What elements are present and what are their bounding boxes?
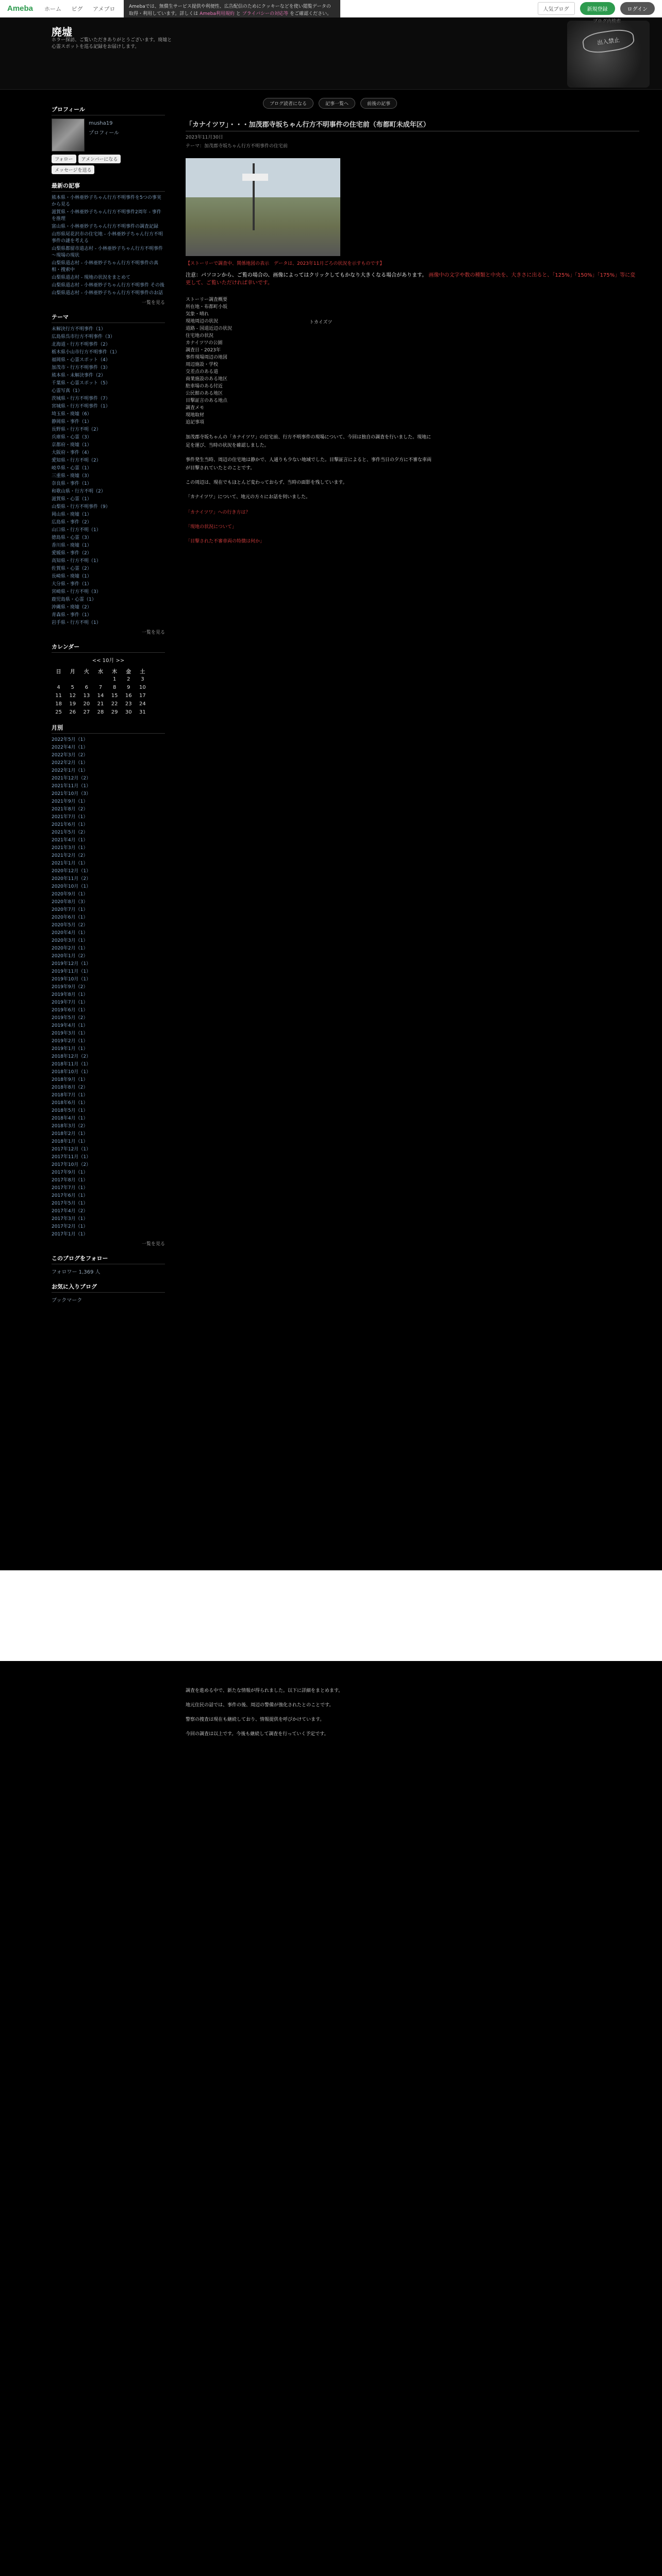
- archive-link[interactable]: 2019年3月（1）: [52, 1031, 88, 1036]
- theme-link[interactable]: 栃木県小山市行方不明事件（1）: [52, 350, 120, 355]
- summary-line: 追記事項: [186, 420, 205, 425]
- archive-link[interactable]: 2017年10月（2）: [52, 1162, 91, 1167]
- archive-link[interactable]: 2017年8月（1）: [52, 1178, 88, 1183]
- archive-link[interactable]: 2022年3月（2）: [52, 753, 88, 758]
- entry-list-button[interactable]: 記事一覧へ: [319, 98, 355, 109]
- summary-line: 気象・晴れ: [186, 312, 209, 317]
- theme-link[interactable]: 徳島県・心霊（3）: [52, 535, 92, 540]
- summary-line: 現地取材: [186, 413, 205, 418]
- nav-pigg[interactable]: ピグ: [71, 5, 83, 12]
- paragraph: 警察の捜査は現在も継続しており、情報提供を呼びかけています。: [186, 1717, 325, 1722]
- calendar-day[interactable]: 22: [111, 701, 118, 707]
- notice-end: をご確認ください。: [290, 11, 332, 16]
- theme-link[interactable]: 岩手県・行方不明（1）: [52, 620, 101, 625]
- archive-link[interactable]: 2021年10月（3）: [52, 791, 91, 796]
- archive-link[interactable]: 2017年1月（1）: [52, 1232, 88, 1237]
- calendar-day[interactable]: 12: [69, 692, 76, 699]
- archive-link[interactable]: 2020年10月（1）: [52, 884, 91, 889]
- summary-line: 事件現場周辺の地図: [186, 355, 228, 360]
- calendar-weekday: 水: [97, 669, 103, 675]
- archive-link[interactable]: 2018年3月（2）: [52, 1124, 88, 1129]
- amember-button[interactable]: アメンバーになる: [78, 155, 121, 163]
- calendar-day[interactable]: 30: [125, 709, 132, 715]
- follow-button[interactable]: フォロー: [52, 155, 76, 163]
- calendar-day[interactable]: 29: [111, 709, 118, 715]
- calendar-day: [65, 675, 79, 683]
- archive-link[interactable]: 2018年7月（1）: [52, 1093, 88, 1098]
- street-photo[interactable]: [186, 158, 340, 256]
- terms-link[interactable]: Ameba利用規約: [200, 11, 235, 16]
- summary-line: 商業施設のある地区: [186, 377, 228, 382]
- calendar-day[interactable]: 16: [125, 692, 132, 699]
- summary-line: 道路 - 国道近辺の状況: [186, 326, 232, 331]
- recent-post-link[interactable]: 山形県尾花沢市の住宅地 - 小林亜妙子ちゃん行方不明事件の謎を考える: [52, 232, 163, 244]
- paragraph: 加茂郡寺坂ちゃんの「カナイツワ」の住宅前、行方不明事件の現場について、今回は独自の調査を行いました。現地に足を運び、当時の状況を確認しました。: [186, 435, 432, 448]
- paragraph: 調査を進める中で、新たな情報が得られました。以下に詳細をまとめます。: [186, 1688, 343, 1693]
- summary-line: 調査メモ: [186, 405, 205, 411]
- theme-link[interactable]: 山梨県・行方不明事件（9）: [52, 504, 110, 510]
- archive-link[interactable]: 2017年5月（1）: [52, 1201, 88, 1206]
- archive-link[interactable]: 2020年3月（1）: [52, 938, 88, 943]
- global-nav: [44, 5, 123, 13]
- blog-description: ホラー探訪、ご覧いただきありがとうございます。廃墟と心霊スポットを巡る記録をお届けします。: [52, 38, 172, 49]
- theme-link[interactable]: 福岡県・心霊スポット（4）: [52, 358, 110, 363]
- post-theme[interactable]: テーマ：加茂郡寺坂ちゃん行方不明事件の住宅前: [186, 144, 288, 149]
- summary-line: 駐車場のある付近: [186, 384, 223, 389]
- theme-link[interactable]: 長野県・行方不明（2）: [52, 427, 101, 432]
- theme-link[interactable]: 兵庫県・心霊（3）: [52, 435, 92, 440]
- theme-link[interactable]: 未解決行方不明事件（1）: [52, 327, 106, 332]
- archive-link[interactable]: 2017年7月（1）: [52, 1185, 88, 1191]
- calendar-day[interactable]: 14: [97, 692, 104, 699]
- calendar-day[interactable]: 13: [83, 692, 90, 699]
- paragraph: 「カナイツワ」について、地元の方々にお話を伺いました。: [186, 495, 311, 500]
- profile-link[interactable]: プロフィール: [89, 130, 119, 136]
- paragraph: この周辺は、現在でもほとんど変わっておらず、当時の面影を残しています。: [186, 480, 347, 485]
- archive-link[interactable]: 2021年2月（2）: [52, 853, 88, 858]
- nav-home[interactable]: ホーム: [44, 5, 62, 12]
- search-input[interactable]: 人気ブログ: [538, 2, 575, 15]
- recent-post-link[interactable]: 富山県・小林亜妙子ちゃん行方不明事件の調査記録: [52, 224, 159, 229]
- calendar-day[interactable]: 27: [83, 709, 90, 715]
- theme-link[interactable]: 三重県・廃墟（3）: [52, 473, 92, 479]
- archive-link[interactable]: 2019年10月（1）: [52, 977, 91, 982]
- recent-post-link[interactable]: 山梨県道志村 - 小林亜妙子ちゃん行方不明事件のお話: [52, 291, 163, 296]
- archive-link[interactable]: 2022年2月（1）: [52, 760, 88, 766]
- theme-link[interactable]: 青森県・事件（1）: [52, 613, 92, 618]
- archive-link[interactable]: 2021年7月（1）: [52, 815, 88, 820]
- calendar-day[interactable]: 28: [97, 709, 104, 715]
- recent-heading: 最新の記事: [52, 181, 165, 192]
- archive-link[interactable]: 2018年1月（1）: [52, 1139, 88, 1144]
- follow-heading: このブログをフォロー: [52, 1254, 165, 1264]
- calendar-day[interactable]: 3: [141, 676, 144, 682]
- theme-link[interactable]: 岡山県・廃墟（1）: [52, 512, 92, 517]
- archive-link[interactable]: 2018年9月（1）: [52, 1077, 88, 1082]
- paragraph: 今回の調査は以上です。今後も継続して調査を行っていく予定です。: [186, 1732, 329, 1737]
- recent-post-link[interactable]: 滋賀県・小林亜妙子ちゃん行方不明事件2周年 - 事件を推理: [52, 210, 161, 222]
- archive-heading: 月別: [52, 723, 165, 734]
- summary-line: 周辺施設・学校: [186, 362, 219, 367]
- archive-link[interactable]: 2021年4月（1）: [52, 838, 88, 843]
- profile-heading: プロフィール: [52, 105, 165, 115]
- calendar-day: [79, 675, 93, 683]
- red-heading-3: 「目撃された不審車両の特徴は何か」: [186, 539, 265, 544]
- archive-link[interactable]: 2021年5月（2）: [52, 830, 88, 835]
- calendar-day[interactable]: 11: [55, 692, 62, 699]
- calendar-weekday: 月: [70, 669, 75, 675]
- calendar-weekday: 土: [140, 669, 145, 675]
- calendar-day[interactable]: 7: [98, 684, 103, 690]
- archive-link[interactable]: 2022年4月（1）: [52, 745, 88, 750]
- red-heading-2: 「現地の状況について」: [186, 524, 237, 530]
- reader-link[interactable]: ブックマーク: [52, 1298, 82, 1303]
- calendar-weekday: 金: [126, 669, 131, 675]
- sidebar: [52, 98, 165, 1303]
- summary-line: 調査日・2023年: [186, 348, 221, 353]
- archive-link[interactable]: 2021年12月（2）: [52, 776, 91, 781]
- archive-link[interactable]: 2017年9月（1）: [52, 1170, 88, 1175]
- theme-link[interactable]: 香川県・廃墟（1）: [52, 543, 92, 548]
- archive-link[interactable]: 2018年4月（1）: [52, 1116, 88, 1121]
- theme-link[interactable]: 宮崎県・行方不明（3）: [52, 589, 101, 595]
- theme-link[interactable]: 熊本県・未解決事件（2）: [52, 373, 106, 378]
- calendar-month-nav[interactable]: << 10月 >>: [92, 658, 125, 664]
- summary-list: [186, 296, 402, 426]
- summary-line: 公民館のある地区: [186, 391, 223, 396]
- calendar-day[interactable]: 9: [127, 684, 130, 690]
- summary-line: 住宅地の状況: [186, 333, 214, 338]
- theme-link[interactable]: 京都府・廃墟（1）: [52, 443, 92, 448]
- calendar-day[interactable]: 5: [71, 684, 74, 690]
- theme-link[interactable]: 奈良県・事件（1）: [52, 481, 92, 486]
- theme-link[interactable]: 岐阜県・心霊（1）: [52, 466, 92, 471]
- toc-label: トカイズツ: [309, 320, 333, 325]
- theme-link[interactable]: 愛媛県・事件（2）: [52, 551, 92, 556]
- nav-ameblo[interactable]: アメブロ: [93, 5, 115, 12]
- archive-link[interactable]: 2019年4月（1）: [52, 1023, 88, 1028]
- calendar-day[interactable]: 26: [69, 709, 76, 715]
- summary-line: カナイツワの公園: [186, 341, 223, 346]
- theme-link[interactable]: 静岡県・事件（1）: [52, 419, 92, 425]
- theme-link[interactable]: 埼玉県・廃墟（6）: [52, 412, 92, 417]
- theme-link[interactable]: 千葉県・心霊スポット（5）: [52, 381, 110, 386]
- viewing-note: [186, 272, 639, 287]
- summary-line: 現地周辺の状況: [186, 319, 219, 324]
- viewing-note-emphasis: 画像中の文字や数の種類と中央を、大きさに出ると、「125%」「150%」「175%」等に変更して、ご覧いただければ幸いです。: [186, 273, 636, 286]
- recent-post-link[interactable]: 山梨県道志村 - 小林亜妙子ちゃん行方不明事件の真相・捜索中: [52, 261, 158, 273]
- ameba-logo[interactable]: Ameba: [7, 4, 34, 13]
- archive-link[interactable]: 2020年9月（1）: [52, 892, 88, 897]
- calendar-day[interactable]: 17: [139, 692, 146, 699]
- notice-text: Amebaでは、無償生サービス提供や利便性、広告配信のためにクッキーなどを使い閲覧データの取得・利用しています。詳しくは: [129, 4, 331, 16]
- theme-link[interactable]: 和歌山県・行方不明（2）: [52, 489, 106, 494]
- signup-button[interactable]: 新規登録: [580, 2, 615, 15]
- archive-link[interactable]: 2019年2月（1）: [52, 1039, 88, 1044]
- archive-link[interactable]: 2022年1月（1）: [52, 768, 88, 773]
- blog-title[interactable]: 廃墟: [52, 26, 72, 38]
- archive-link[interactable]: 2018年2月（1）: [52, 1131, 88, 1137]
- theme-link[interactable]: 大阪府・事件（4）: [52, 450, 92, 455]
- theme-link[interactable]: 加茂市・行方不明事件（3）: [52, 365, 110, 370]
- archive-link[interactable]: 2017年3月（1）: [52, 1216, 88, 1222]
- theme-link[interactable]: 鹿児島県・心霊（1）: [52, 597, 96, 602]
- archive-link[interactable]: 2021年3月（1）: [52, 845, 88, 851]
- archive-list: [52, 737, 165, 1238]
- archive-link[interactable]: 2021年8月（2）: [52, 807, 88, 812]
- calendar-day: [93, 675, 107, 683]
- archive-link[interactable]: 2017年6月（1）: [52, 1193, 88, 1198]
- article-body: [186, 433, 433, 501]
- calendar-day[interactable]: 10: [139, 684, 146, 690]
- calendar-weekday: 火: [84, 669, 89, 675]
- theme-link[interactable]: 広島県・事件（2）: [52, 520, 92, 525]
- recent-post-link[interactable]: 熊本県・小林亜妙子ちゃん行方不明事件を5つの事実から見る: [52, 195, 161, 207]
- calendar-day[interactable]: 8: [112, 684, 117, 690]
- archive-link[interactable]: 2019年12月（1）: [52, 961, 91, 967]
- avatar[interactable]: [52, 118, 85, 151]
- calendar-day[interactable]: 19: [69, 701, 76, 707]
- archive-link[interactable]: 2019年11月（1）: [52, 969, 91, 974]
- summary-line: ストーリー調査概要: [186, 297, 228, 302]
- archive-link[interactable]: 2021年9月（1）: [52, 799, 88, 804]
- theme-link[interactable]: 滋賀県・心霊（1）: [52, 497, 92, 502]
- red-heading-1: 「カナイツワ」への行き方は？: [186, 510, 251, 515]
- main-column: [186, 98, 639, 552]
- favorites-heading: お気に入りブログ: [52, 1282, 165, 1293]
- theme-link[interactable]: 北海道・行方不明事件（2）: [52, 342, 110, 347]
- summary-line: 交差点のある道: [186, 369, 219, 375]
- archive-link[interactable]: 2018年8月（2）: [52, 1085, 88, 1090]
- adjacent-button[interactable]: 前後の記事: [360, 98, 397, 109]
- paragraph: 事件発生当時、周辺の住宅地は静かで、人通りも少ない地域でした。目撃証言によると、事件当日の夕方に不審な車両が目撃されていたとのことです。: [186, 457, 432, 471]
- follower-count: フォロワー 1,369 人: [52, 1269, 101, 1275]
- theme-link[interactable]: 沖縄県・廃墟（2）: [52, 605, 92, 610]
- archive-link[interactable]: 2019年6月（1）: [52, 1008, 88, 1013]
- calendar-day[interactable]: 20: [83, 701, 90, 707]
- calendar-weekday: 木: [112, 669, 118, 675]
- theme-link[interactable]: 愛知県・行方不明（2）: [52, 458, 101, 463]
- archive-link[interactable]: 2019年1月（1）: [52, 1046, 88, 1052]
- theme-heading: テーマ: [52, 313, 165, 323]
- archive-link[interactable]: 2020年6月（1）: [52, 915, 88, 920]
- archive-link[interactable]: 2020年8月（3）: [52, 900, 88, 905]
- share-buttons: [263, 98, 639, 109]
- archive-link[interactable]: 2021年1月（1）: [52, 861, 88, 866]
- archive-link[interactable]: 2017年4月（2）: [52, 1209, 88, 1214]
- profile-username[interactable]: musha19: [89, 121, 113, 126]
- calendar-day: [52, 675, 65, 683]
- road-sign: [242, 174, 268, 181]
- recent-more-link[interactable]: 一覧を見る: [141, 300, 165, 306]
- archive-link[interactable]: 2021年6月（1）: [52, 822, 88, 827]
- archive-link[interactable]: 2020年5月（2）: [52, 923, 88, 928]
- recent-post-link[interactable]: 山梨県都留市道志村 - 小林亜妙子ちゃん行方不明事件 ～現場の現状: [52, 246, 163, 258]
- archive-link[interactable]: 2020年1月（2）: [52, 954, 88, 959]
- calendar-day[interactable]: 31: [139, 709, 146, 715]
- archive-link[interactable]: 2018年5月（1）: [52, 1108, 88, 1113]
- viewing-note-text: 注意：パソコンから、ご覧の場合の、画像によってはクリックしてもかなり大きくなる場合があります。: [186, 273, 427, 278]
- post-title[interactable]: 「カナイツワ」・・・加茂郡寺坂ちゃん行方不明事件の住宅前（布都町未成年区）: [186, 119, 639, 131]
- archive-link[interactable]: 2018年6月（1）: [52, 1100, 88, 1106]
- calendar-day[interactable]: 1: [112, 676, 117, 682]
- notice-mid: と: [236, 11, 241, 16]
- article-red-headings: [186, 509, 433, 546]
- archive-link[interactable]: 2021年11月（1）: [52, 784, 91, 789]
- white-band: [0, 1570, 662, 1661]
- header-sign-image: 出入禁止: [582, 27, 636, 55]
- privacy-link[interactable]: プライバシーの対応等: [242, 11, 289, 16]
- login-button[interactable]: ログイン: [620, 2, 655, 15]
- archive-link[interactable]: 2017年11月（1）: [52, 1155, 91, 1160]
- recent-list: [52, 195, 165, 297]
- theme-link[interactable]: 茨城県・行方不明事件（7）: [52, 396, 110, 401]
- recent-post-link[interactable]: 山梨県道志村 - 小林亜妙子ちゃん行方不明事件 その後: [52, 283, 164, 288]
- archive-link[interactable]: 2020年11月（2）: [52, 876, 91, 882]
- theme-link[interactable]: 佐賀県・心霊（2）: [52, 566, 92, 571]
- paragraph: 地元住民の話では、事件の後、周辺の警備が強化されたとのことです。: [186, 1703, 334, 1708]
- calendar: [52, 667, 150, 716]
- calendar-day[interactable]: 23: [125, 701, 132, 707]
- theme-link[interactable]: 長崎県・廃墟（1）: [52, 574, 92, 579]
- message-button[interactable]: メッセージを送る: [52, 165, 94, 174]
- calendar-heading: カレンダー: [52, 642, 165, 653]
- calendar-day[interactable]: 2: [127, 676, 130, 682]
- summary-line: 目撃証言のある地点: [186, 398, 228, 403]
- post-date: 2023年11月30日: [186, 135, 223, 140]
- calendar-day[interactable]: 21: [97, 701, 104, 707]
- calendar-day[interactable]: 4: [57, 684, 60, 690]
- topbar-actions: [538, 2, 655, 15]
- theme-link[interactable]: 大分県・事件（1）: [52, 582, 92, 587]
- archive-link[interactable]: 2018年11月（1）: [52, 1062, 91, 1067]
- theme-more-link[interactable]: 一覧を見る: [141, 630, 165, 635]
- photo-caption: 【ストーリーで調査中、関係地図の表示 データは、2023年11月ごろの状況を示すものです】: [186, 261, 385, 266]
- theme-list: [52, 326, 165, 626]
- archive-link[interactable]: 2018年10月（1）: [52, 1070, 91, 1075]
- theme-link[interactable]: 宮城県・行方不明事件（1）: [52, 404, 110, 409]
- theme-link[interactable]: 心霊写真（1）: [52, 388, 82, 394]
- archive-link[interactable]: 2020年7月（1）: [52, 907, 88, 912]
- recent-post-link[interactable]: 山梨県道志村 - 現地の状況をまとめて: [52, 275, 130, 280]
- profile-buttons: [52, 155, 165, 174]
- archive-link[interactable]: 2022年5月（1）: [52, 737, 88, 742]
- calendar-day[interactable]: 6: [85, 684, 89, 690]
- theme-link[interactable]: 広島県呉市行方不明事件（3）: [52, 334, 115, 340]
- archive-link[interactable]: 2019年5月（2）: [52, 1015, 88, 1021]
- archive-link[interactable]: 2018年12月（2）: [52, 1054, 91, 1059]
- summary-line: 所在地・布都町小坂: [186, 304, 228, 310]
- calendar-weekday: 日: [56, 669, 61, 675]
- calendar-day[interactable]: 24: [139, 701, 146, 707]
- archive-link[interactable]: 2019年7月（1）: [52, 1000, 88, 1005]
- theme-link[interactable]: 山口県・行方不明（1）: [52, 528, 101, 533]
- archive-link[interactable]: 2017年12月（1）: [52, 1147, 91, 1152]
- archive-link[interactable]: 2019年9月（2）: [52, 985, 88, 990]
- archive-link[interactable]: 2020年12月（1）: [52, 869, 91, 874]
- reader-button[interactable]: ブログ読者になる: [263, 98, 313, 109]
- theme-link[interactable]: 高知県・行方不明（1）: [52, 558, 101, 564]
- archive-link[interactable]: 2019年8月（1）: [52, 992, 88, 997]
- archive-link[interactable]: 2020年4月（1）: [52, 930, 88, 936]
- profile-card: [52, 118, 165, 151]
- article-body-continued: [186, 1687, 433, 1744]
- calendar-day[interactable]: 18: [55, 701, 62, 707]
- archive-more-link[interactable]: 一覧を見る: [141, 1242, 165, 1247]
- blog-header: [0, 18, 662, 90]
- archive-link[interactable]: 2017年2月（1）: [52, 1224, 88, 1229]
- calendar-day[interactable]: 15: [111, 692, 118, 699]
- calendar-day[interactable]: 25: [55, 709, 62, 715]
- archive-link[interactable]: 2020年2月（1）: [52, 946, 88, 951]
